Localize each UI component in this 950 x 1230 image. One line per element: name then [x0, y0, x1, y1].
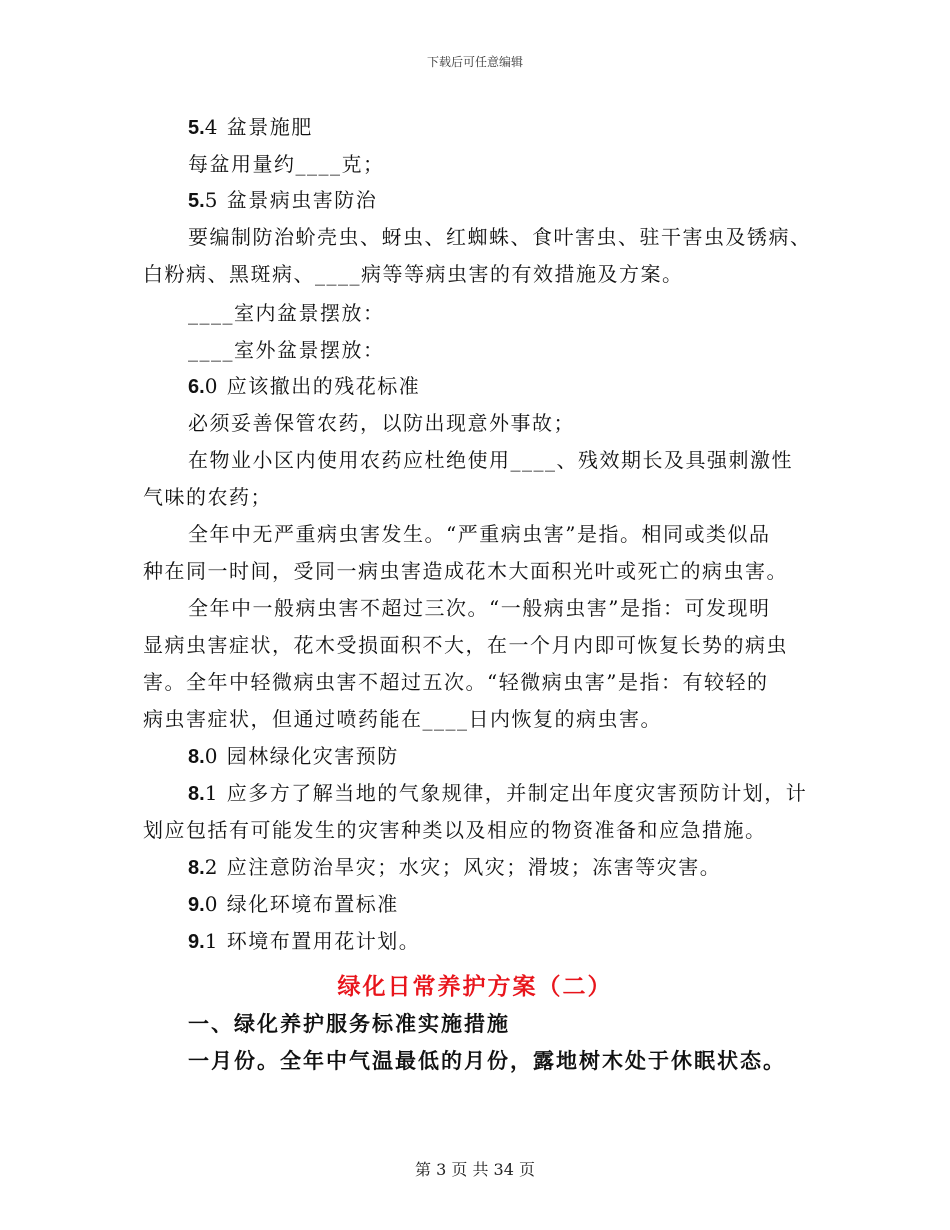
body-line: 必须妥善保管农药，以防出现意外事故； — [188, 411, 575, 435]
body-line: 显病虫害症状，花木受损面积不大，在一个月内即可恢复长势的病虫 — [143, 633, 788, 657]
body-line: 种在同一时间，受同一病虫害造成花木大面积光叶或死亡的病虫害。 — [143, 559, 788, 583]
section-5-4-line — [188, 117, 313, 138]
body-line: 全年中一般病虫害不超过三次。“一般病虫害”是指：可发现明 — [188, 596, 771, 620]
body-line: 全年中无严重病虫害发生。“严重病虫害”是指。相同或类似品 — [188, 522, 771, 546]
line-text: 0 绿化环境布置标准 — [204, 892, 399, 916]
page-footer: 第 3 页 共 34 页 — [415, 1160, 535, 1179]
line-text: 0 园林绿化灾害预防 — [204, 744, 399, 768]
section-number: 6. — [188, 376, 205, 398]
body-line: 害。全年中轻微病虫害不超过五次。“轻微病虫害”是指：有较轻的 — [143, 670, 769, 694]
section-number: 8. — [188, 857, 205, 879]
line-text: 2 应注意防治旱灾；水灾；风灾；滑坡；冻害等灾害。 — [204, 855, 722, 879]
line-text: 4 盆景施肥 — [204, 115, 313, 139]
body-line: ____室内盆景摆放： — [188, 301, 385, 325]
body-line: 白粉病、黑斑病、____病等等病虫害的有效措施及方案。 — [143, 262, 684, 286]
section-number: 9. — [188, 931, 205, 953]
section-5-5-line — [188, 190, 377, 211]
line-text: 5 盆景病虫害防治 — [204, 188, 378, 212]
section-number: 8. — [188, 746, 205, 768]
section-number: 9. — [188, 894, 205, 916]
subheading: 一、绿化养护服务标准实施措施 — [188, 1011, 510, 1036]
line-text: 1 应多方了解当地的气象规律，并制定出年度灾害预防计划，计 — [204, 781, 808, 805]
section-8-1-line — [188, 783, 807, 804]
body-line: 在物业小区内使用农药应杜绝使用____、残效期长及具强刺激性 — [188, 448, 793, 472]
section-6-0-line — [188, 376, 420, 397]
body-line: ____室外盆景摆放： — [188, 338, 385, 362]
section-8-2-line — [188, 857, 721, 878]
body-line: 气味的农药； — [143, 485, 272, 509]
section-number: 5. — [188, 117, 205, 139]
body-line: 病虫害症状，但通过喷药能在____日内恢复的病虫害。 — [143, 707, 662, 731]
section-9-1-line — [188, 931, 420, 952]
line-text: 1 环境布置用花计划。 — [204, 929, 421, 953]
section-number: 8. — [188, 783, 205, 805]
bold-paragraph: 一月份。全年中气温最低的月份，露地树木处于休眠状态。 — [188, 1048, 786, 1073]
body-line: 要编制防治蚧壳虫、蚜虫、红蜘蛛、食叶害虫、驻干害虫及锈病、 — [188, 225, 812, 249]
body-line: 划应包括有可能发生的灾害种类以及相应的物资准备和应急措施。 — [143, 818, 767, 842]
body-line: 每盆用量约____克； — [188, 152, 385, 176]
section-8-0-line — [188, 746, 399, 767]
section-title: 绿化日常养护方案（二） — [337, 973, 613, 1000]
page-header: 下载后可任意编辑 — [426, 55, 523, 69]
section-number: 5. — [188, 190, 205, 212]
line-text: 0 应该撤出的残花标准 — [204, 374, 421, 398]
section-9-0-line — [188, 894, 399, 915]
